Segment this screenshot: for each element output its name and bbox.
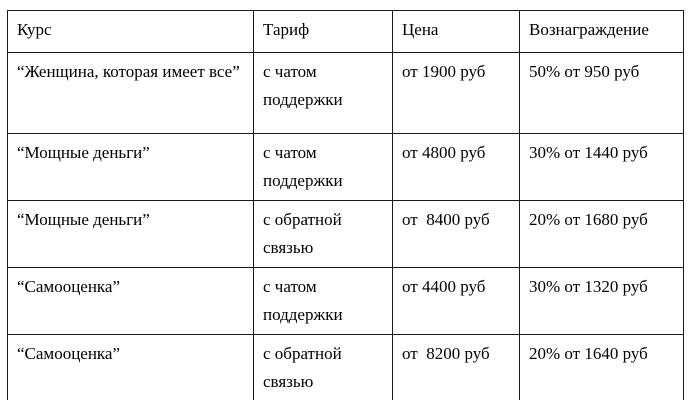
- table-row: [8, 268, 684, 335]
- cell-reward: 30% от 1320 руб: [520, 268, 684, 335]
- header-cell-price: Цена: [393, 11, 520, 53]
- cell-price: от 4800 руб: [393, 134, 520, 201]
- cell-reward: 30% от 1440 руб: [520, 134, 684, 201]
- cell-tariff: с чатом поддержки: [254, 53, 393, 134]
- table-row: [8, 53, 684, 134]
- cell-course: “Мощные деньги”: [8, 201, 254, 268]
- cell-reward: 50% от 950 руб: [520, 53, 684, 134]
- header-cell-reward: Вознаграждение: [520, 11, 684, 53]
- cell-reward: 20% от 1680 руб: [520, 201, 684, 268]
- cell-tariff: с чатом поддержки: [254, 134, 393, 201]
- header-cell-tariff: Тариф: [254, 11, 393, 53]
- table-row: [8, 134, 684, 201]
- cell-course: “Женщина, которая имеет все”: [8, 53, 254, 134]
- table-row: [8, 335, 684, 400]
- cell-tariff: с обратной связью: [254, 335, 393, 400]
- cell-course: “Самооценка”: [8, 335, 254, 400]
- cell-course: “Самооценка”: [8, 268, 254, 335]
- cell-price: от 1900 руб: [393, 53, 520, 134]
- cell-price: от 8400 руб: [393, 201, 520, 268]
- cell-tariff: с чатом поддержки: [254, 268, 393, 335]
- header-cell-course: Курс: [8, 11, 254, 53]
- table-row: [8, 201, 684, 268]
- course-pricing-table: [7, 10, 684, 400]
- cell-course: “Мощные деньги”: [8, 134, 254, 201]
- table-header-row: [8, 11, 684, 53]
- cell-reward: 20% от 1640 руб: [520, 335, 684, 400]
- cell-price: от 4400 руб: [393, 268, 520, 335]
- cell-price: от 8200 руб: [393, 335, 520, 400]
- cell-tariff: с обратной связью: [254, 201, 393, 268]
